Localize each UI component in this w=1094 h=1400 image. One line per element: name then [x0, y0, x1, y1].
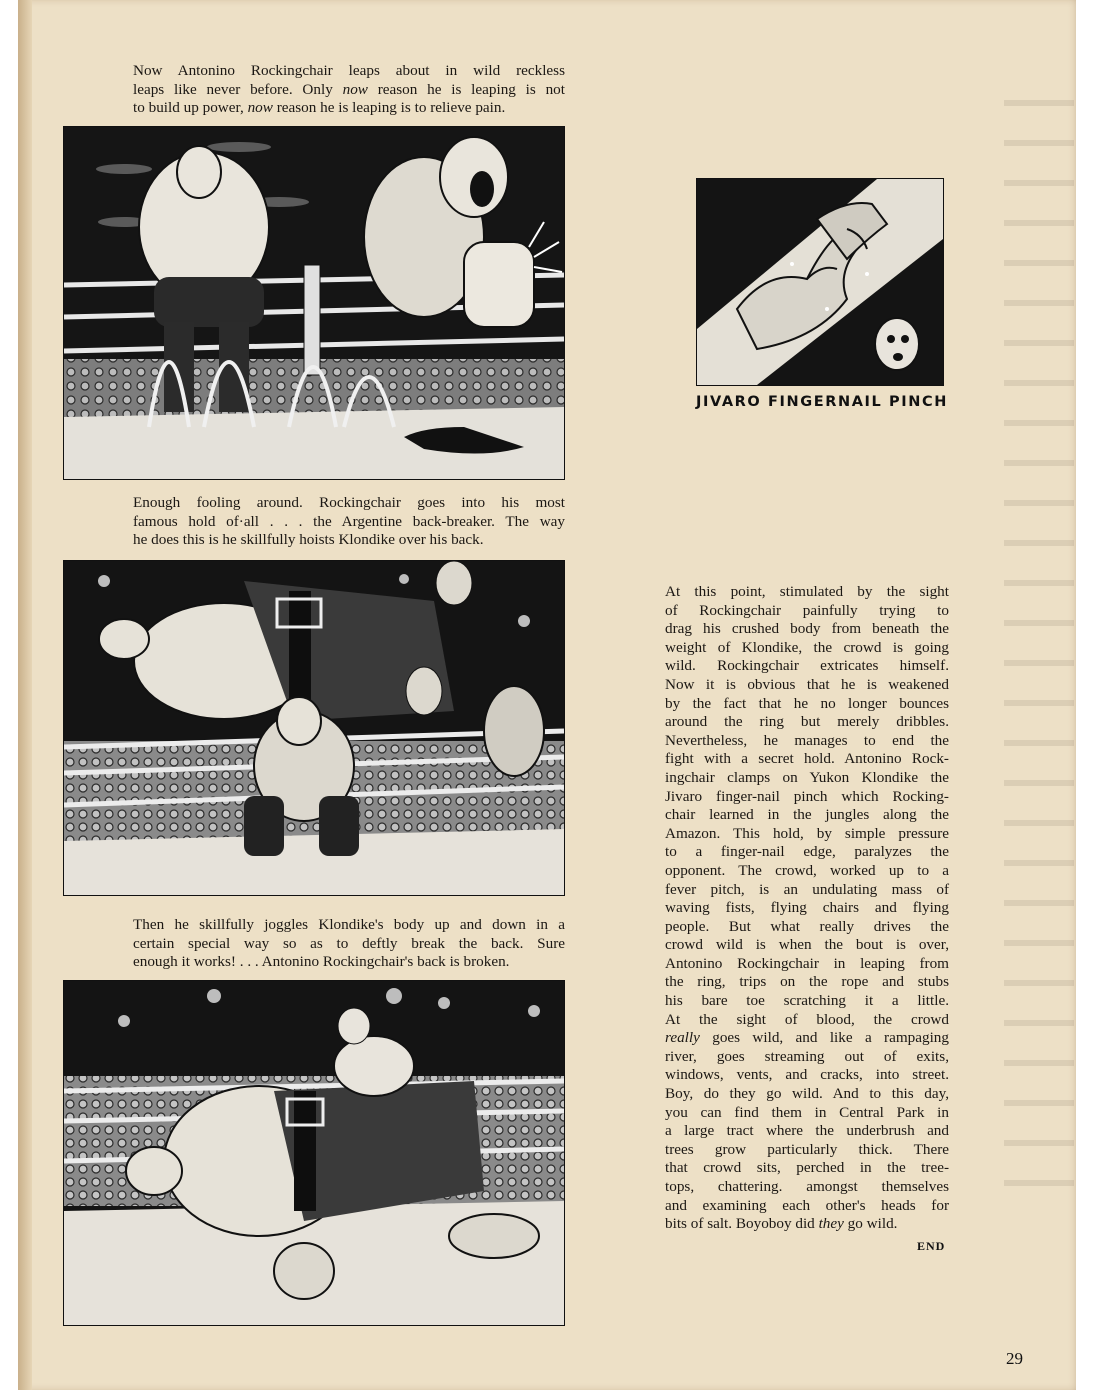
end-mark: END	[917, 1239, 946, 1253]
inset-caption: JIVARO FINGERNAIL PINCH	[696, 394, 948, 410]
right-column-line: around the ring but merely dribbles.	[665, 713, 949, 731]
intro-line: leaps like never before. Only now reason he is leaping is not	[133, 80, 566, 98]
right-column-line: trees grow particularly thick. There	[665, 1140, 949, 1158]
backbreaker-paragraph	[133, 494, 565, 550]
backbreaker-line: he does this is he skillfully hoists Klondike over his back.	[133, 531, 484, 549]
right-column-line: waving fists, flying chairs and flying	[665, 899, 949, 917]
right-column-paragraph	[665, 583, 949, 1234]
backbreaker-line: Enough fooling around. Rockingchair goes into his most	[133, 494, 565, 511]
broken-back-illustration	[63, 980, 565, 1326]
broken-back-line: certain special way so as to deftly break the back. Sure	[133, 934, 565, 952]
right-column-line: tops, chattering. amongst themselves	[665, 1178, 949, 1195]
right-column-line: Jivaro finger-nail pinch which Rocking-	[665, 787, 949, 805]
right-column-line: Nevertheless, he manages to end the	[665, 731, 949, 749]
right-column-line: you can find them in Central Park in	[665, 1103, 949, 1121]
leaping-illustration	[63, 126, 565, 480]
right-column-line: that crowd sits, perched in the tree-	[665, 1159, 949, 1177]
right-column-line: fight with a secret hold. Antonino Rock-	[665, 750, 949, 768]
intro-line: to build up power, now reason he is leaping is to relieve pain.	[133, 99, 506, 117]
broken-back-line: enough it works! . . . Antonino Rockingchair's back is broken.	[133, 953, 510, 971]
broken-back-paragraph	[133, 916, 565, 972]
page-spine	[18, 0, 32, 1390]
right-column-line: crowd wild is when the bout is over,	[665, 936, 949, 954]
page-number: 29	[1006, 1349, 1023, 1368]
right-column-line: Now it is obvious that he is weakened	[665, 675, 949, 693]
intro-paragraph	[133, 62, 565, 118]
right-column-line: really goes wild, and like a rampaging	[665, 1029, 949, 1047]
backbreaker-line: famous hold of·all . . . the Argentine back-breaker. The way	[133, 512, 565, 530]
right-column-line: windows, vents, and cracks, into street.	[665, 1066, 949, 1084]
right-column-line: drag his crushed body from beneath the	[665, 620, 949, 638]
right-column-line: of Rockingchair painfully trying to	[665, 601, 949, 619]
right-column-line: weight of Klondike, the crowd is going	[665, 638, 949, 656]
right-column-line: opponent. The crowd, worked up to a	[665, 861, 949, 879]
right-column-line: and examining each other's heads for	[665, 1196, 949, 1214]
right-column-line: wild. Rockingchair extricates himself.	[665, 657, 949, 675]
hoist-illustration	[63, 560, 565, 896]
broken-back-line: Then he skillfully joggles Klondike's body up and down in a	[133, 916, 565, 933]
fingernail-pinch-illustration	[696, 178, 944, 386]
right-column-line: Boy, do they go wild. And to this day,	[665, 1085, 949, 1103]
right-column-line: river, goes streaming out of exits,	[665, 1047, 949, 1065]
right-column-line: At the sight of blood, the crowd	[665, 1010, 949, 1028]
right-column-line: At this point, stimulated by the sight	[665, 583, 949, 600]
right-column-line: by the fact that he no longer bounces	[665, 694, 949, 712]
right-column-line: his bare toe scratching it a little.	[665, 992, 949, 1010]
right-column-line: bits of salt. Boyoboy did they go wild.	[665, 1215, 898, 1233]
right-column-line: to a finger-nail edge, paralyzes the	[665, 843, 949, 861]
bleed-through-shadow	[1004, 100, 1074, 1200]
intro-line: Now Antonino Rockingchair leaps about in wild reckless	[133, 62, 565, 79]
right-column-line: fever pitch, is an undulating mass of	[665, 880, 949, 898]
right-column-line: Amazon. This hold, by simple pressure	[665, 824, 949, 842]
right-column-line: ingchair clamps on Yukon Klondike the	[665, 768, 949, 786]
right-column-line: the ring, trips on the rope and stubs	[665, 973, 949, 991]
right-column-line: people. But what really drives the	[665, 917, 949, 935]
right-column-line: chair learned in the jungles along the	[665, 806, 949, 824]
right-column-line: Antonino Rockingchair in leaping from	[665, 954, 949, 972]
right-column-line: a large tract where the underbrush and	[665, 1122, 949, 1140]
